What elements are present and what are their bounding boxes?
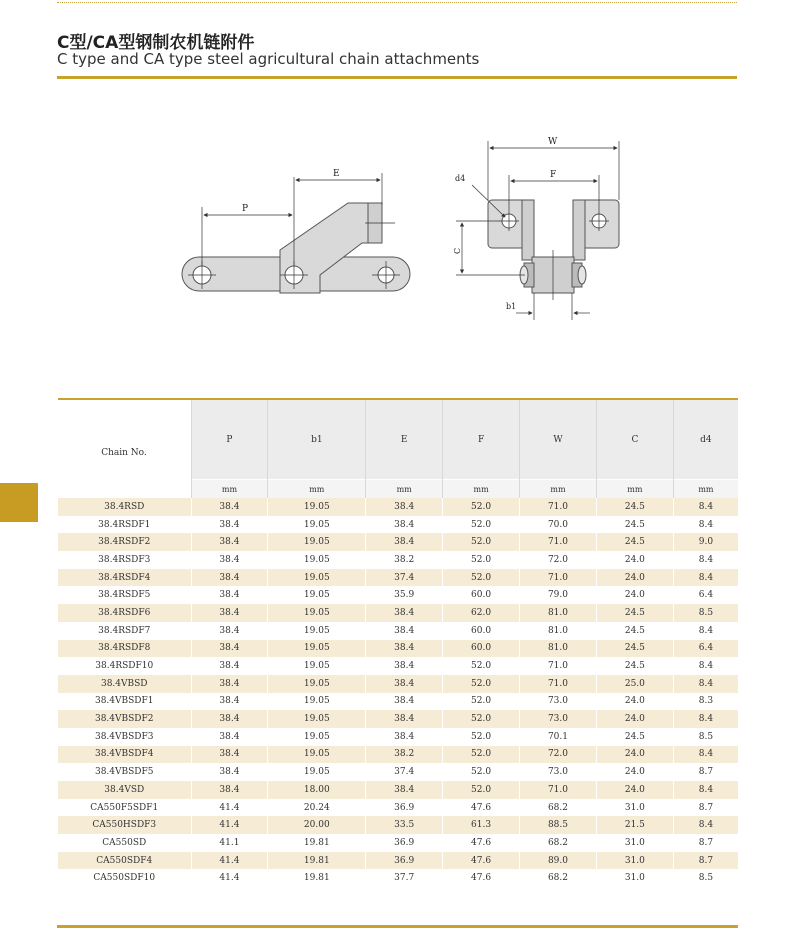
label-b1: b1 — [506, 302, 517, 311]
cell-chain-no: CA550SDF10 — [58, 869, 192, 887]
cell-b1: 19.05 — [268, 728, 366, 746]
label-w: W — [548, 137, 558, 147]
cell-f: 52.0 — [443, 710, 520, 728]
cell-p: 41.4 — [191, 869, 268, 887]
cell-d4: 6.4 — [673, 640, 738, 658]
unit-f: mm — [443, 480, 520, 499]
cell-chain-no: 38.4RSDF8 — [58, 640, 192, 658]
cell-p: 38.4 — [191, 728, 268, 746]
cell-b1: 19.05 — [268, 516, 366, 534]
table-row — [58, 516, 739, 534]
label-d4: d4 — [455, 174, 466, 183]
cell-w: 89.0 — [520, 852, 597, 870]
cell-w: 81.0 — [520, 622, 597, 640]
cell-w: 71.0 — [520, 498, 597, 516]
cell-w: 73.0 — [520, 710, 597, 728]
cell-c: 24.5 — [596, 498, 673, 516]
cell-e: 38.4 — [366, 622, 443, 640]
table-row — [58, 693, 739, 711]
table-row — [58, 604, 739, 622]
cell-b1: 20.00 — [268, 816, 366, 834]
cell-p: 41.4 — [191, 852, 268, 870]
cell-b1: 19.05 — [268, 657, 366, 675]
cell-e: 38.4 — [366, 498, 443, 516]
col-header-f: F — [443, 399, 520, 480]
cell-d4: 8.4 — [673, 710, 738, 728]
cell-f: 52.0 — [443, 533, 520, 551]
cell-b1: 19.05 — [268, 710, 366, 728]
table-row — [58, 710, 739, 728]
cell-c: 24.5 — [596, 516, 673, 534]
unit-p: mm — [191, 480, 268, 499]
cell-b1: 19.05 — [268, 569, 366, 587]
cell-e: 36.9 — [366, 852, 443, 870]
cell-chain-no: 38.4VBSDF4 — [58, 746, 192, 764]
cell-p: 38.4 — [191, 622, 268, 640]
cell-b1: 19.05 — [268, 746, 366, 764]
table-row — [58, 657, 739, 675]
cell-b1: 19.05 — [268, 498, 366, 516]
cell-f: 47.6 — [443, 869, 520, 887]
cell-b1: 20.24 — [268, 799, 366, 817]
cell-b1: 19.05 — [268, 640, 366, 658]
cell-d4: 8.4 — [673, 746, 738, 764]
cell-chain-no: 38.4RSDF5 — [58, 586, 192, 604]
cell-f: 52.0 — [443, 781, 520, 799]
cell-f: 52.0 — [443, 551, 520, 569]
cell-f: 60.0 — [443, 622, 520, 640]
cell-b1: 19.05 — [268, 533, 366, 551]
cell-w: 70.1 — [520, 728, 597, 746]
cell-d4: 8.7 — [673, 834, 738, 852]
cell-w: 88.5 — [520, 816, 597, 834]
cell-chain-no: 38.4RSDF10 — [58, 657, 192, 675]
cell-c: 24.0 — [596, 763, 673, 781]
cell-c: 24.5 — [596, 728, 673, 746]
cell-c: 31.0 — [596, 869, 673, 887]
cell-chain-no: 38.4RSD — [58, 498, 192, 516]
cell-w: 81.0 — [520, 640, 597, 658]
cell-f: 47.6 — [443, 852, 520, 870]
table-row — [58, 622, 739, 640]
cell-chain-no: 38.4RSDF2 — [58, 533, 192, 551]
cell-e: 38.4 — [366, 728, 443, 746]
cell-e: 38.2 — [366, 551, 443, 569]
cell-p: 38.4 — [191, 763, 268, 781]
table-unit-row — [58, 480, 739, 499]
table-row — [58, 728, 739, 746]
cell-d4: 8.4 — [673, 781, 738, 799]
cell-chain-no: 38.4VSD — [58, 781, 192, 799]
cell-p: 38.4 — [191, 586, 268, 604]
col-header-b1: b1 — [268, 399, 366, 480]
table-row — [58, 586, 739, 604]
cell-c: 31.0 — [596, 852, 673, 870]
cell-d4: 8.3 — [673, 693, 738, 711]
col-header-d4: d4 — [673, 399, 738, 480]
cell-f: 52.0 — [443, 693, 520, 711]
cell-f: 52.0 — [443, 728, 520, 746]
label-e: E — [333, 169, 340, 179]
cell-c: 25.0 — [596, 675, 673, 693]
cell-d4: 8.7 — [673, 799, 738, 817]
cell-d4: 8.4 — [673, 498, 738, 516]
cell-e: 37.4 — [366, 569, 443, 587]
cell-f: 52.0 — [443, 746, 520, 764]
cell-b1: 19.05 — [268, 763, 366, 781]
side-section-tab — [0, 483, 38, 522]
cell-w: 71.0 — [520, 675, 597, 693]
table-row — [58, 852, 739, 870]
cell-c: 24.0 — [596, 746, 673, 764]
cell-d4: 8.5 — [673, 604, 738, 622]
cell-chain-no: 38.4VBSDF1 — [58, 693, 192, 711]
cell-c: 24.5 — [596, 622, 673, 640]
col-header-e: E — [366, 399, 443, 480]
cell-chain-no: CA550F5SDF1 — [58, 799, 192, 817]
table-body — [58, 498, 739, 887]
cell-chain-no: 38.4RSDF7 — [58, 622, 192, 640]
cell-c: 24.0 — [596, 586, 673, 604]
cell-p: 38.4 — [191, 498, 268, 516]
cell-f: 60.0 — [443, 586, 520, 604]
unit-c: mm — [596, 480, 673, 499]
cell-w: 70.0 — [520, 516, 597, 534]
cell-e: 38.2 — [366, 746, 443, 764]
cell-w: 79.0 — [520, 586, 597, 604]
cell-p: 38.4 — [191, 604, 268, 622]
cell-c: 24.0 — [596, 569, 673, 587]
cell-b1: 19.05 — [268, 551, 366, 569]
table-row — [58, 781, 739, 799]
cell-w: 71.0 — [520, 533, 597, 551]
table-row — [58, 533, 739, 551]
cell-p: 41.4 — [191, 799, 268, 817]
title-underline — [57, 76, 737, 79]
label-f: F — [550, 170, 557, 180]
cell-p: 38.4 — [191, 710, 268, 728]
cell-f: 52.0 — [443, 516, 520, 534]
table-row — [58, 869, 739, 887]
cell-c: 24.0 — [596, 710, 673, 728]
cell-w: 72.0 — [520, 746, 597, 764]
chain-attachment-diagram — [180, 125, 630, 325]
cell-chain-no: 38.4VBSDF5 — [58, 763, 192, 781]
cell-w: 73.0 — [520, 763, 597, 781]
cell-c: 24.0 — [596, 551, 673, 569]
page-title-english: C type and CA type steel agricultural chain attachments — [57, 50, 480, 68]
cell-p: 38.4 — [191, 640, 268, 658]
cell-e: 33.5 — [366, 816, 443, 834]
cell-e: 38.4 — [366, 675, 443, 693]
bottom-rule — [57, 925, 738, 928]
cell-d4: 6.4 — [673, 586, 738, 604]
page-title-chinese: C型/CA型钢制农机链附件 — [57, 33, 255, 53]
unit-d4: mm — [673, 480, 738, 499]
cell-b1: 19.05 — [268, 586, 366, 604]
col-header-c: C — [596, 399, 673, 480]
cell-f: 52.0 — [443, 657, 520, 675]
cell-f: 52.0 — [443, 675, 520, 693]
cell-c: 24.0 — [596, 693, 673, 711]
cell-w: 81.0 — [520, 604, 597, 622]
cell-p: 41.1 — [191, 834, 268, 852]
cell-e: 36.9 — [366, 834, 443, 852]
cell-c: 24.5 — [596, 533, 673, 551]
table-row — [58, 640, 739, 658]
cell-chain-no: 38.4RSDF1 — [58, 516, 192, 534]
table-row — [58, 799, 739, 817]
label-p: P — [242, 204, 249, 214]
cell-w: 71.0 — [520, 569, 597, 587]
table-row — [58, 675, 739, 693]
top-dotted-rule — [57, 2, 737, 3]
cell-d4: 9.0 — [673, 533, 738, 551]
cell-e: 36.9 — [366, 799, 443, 817]
table-row — [58, 498, 739, 516]
unit-w: mm — [520, 480, 597, 499]
cell-chain-no: CA550SDF4 — [58, 852, 192, 870]
cell-p: 38.4 — [191, 569, 268, 587]
cell-c: 24.0 — [596, 781, 673, 799]
cell-d4: 8.5 — [673, 869, 738, 887]
cell-d4: 8.4 — [673, 657, 738, 675]
cell-p: 38.4 — [191, 693, 268, 711]
cell-d4: 8.4 — [673, 551, 738, 569]
cell-chain-no: 38.4VBSDF2 — [58, 710, 192, 728]
cell-w: 73.0 — [520, 693, 597, 711]
cell-w: 68.2 — [520, 869, 597, 887]
cell-d4: 8.4 — [673, 569, 738, 587]
cell-e: 37.7 — [366, 869, 443, 887]
cell-b1: 19.05 — [268, 604, 366, 622]
cell-p: 38.4 — [191, 516, 268, 534]
cell-chain-no: 38.4RSDF6 — [58, 604, 192, 622]
cell-c: 31.0 — [596, 799, 673, 817]
cell-e: 38.4 — [366, 640, 443, 658]
cell-f: 61.3 — [443, 816, 520, 834]
cell-w: 68.2 — [520, 799, 597, 817]
table-row — [58, 569, 739, 587]
cell-e: 38.4 — [366, 710, 443, 728]
cell-p: 38.4 — [191, 657, 268, 675]
cell-f: 52.0 — [443, 498, 520, 516]
cell-b1: 19.05 — [268, 675, 366, 693]
cell-f: 52.0 — [443, 763, 520, 781]
cell-c: 31.0 — [596, 834, 673, 852]
cell-p: 41.4 — [191, 816, 268, 834]
cell-e: 38.4 — [366, 657, 443, 675]
cell-d4: 8.7 — [673, 852, 738, 870]
cell-f: 47.6 — [443, 834, 520, 852]
cell-e: 37.4 — [366, 763, 443, 781]
cell-chain-no: CA550HSDF3 — [58, 816, 192, 834]
table-row — [58, 551, 739, 569]
cell-chain-no: 38.4RSDF3 — [58, 551, 192, 569]
cell-p: 38.4 — [191, 781, 268, 799]
table-row — [58, 763, 739, 781]
chain-no-header: Chain No. — [58, 399, 192, 480]
cell-b1: 19.81 — [268, 852, 366, 870]
cell-f: 62.0 — [443, 604, 520, 622]
unit-e: mm — [366, 480, 443, 499]
table-header-row — [58, 399, 739, 480]
cell-p: 38.4 — [191, 675, 268, 693]
cell-e: 35.9 — [366, 586, 443, 604]
cell-d4: 8.5 — [673, 728, 738, 746]
specification-table — [57, 398, 738, 887]
cell-e: 38.4 — [366, 516, 443, 534]
cell-w: 68.2 — [520, 834, 597, 852]
cell-b1: 19.81 — [268, 834, 366, 852]
table-row — [58, 746, 739, 764]
cell-f: 60.0 — [443, 640, 520, 658]
cell-e: 38.4 — [366, 533, 443, 551]
col-header-w: W — [520, 399, 597, 480]
cell-c: 24.5 — [596, 604, 673, 622]
table-row — [58, 834, 739, 852]
cell-d4: 8.4 — [673, 622, 738, 640]
cell-p: 38.4 — [191, 746, 268, 764]
cell-w: 71.0 — [520, 657, 597, 675]
cell-chain-no: 38.4VBSD — [58, 675, 192, 693]
cell-f: 52.0 — [443, 569, 520, 587]
cell-e: 38.4 — [366, 693, 443, 711]
cell-d4: 8.4 — [673, 675, 738, 693]
cell-w: 71.0 — [520, 781, 597, 799]
cell-b1: 19.81 — [268, 869, 366, 887]
unit-b1: mm — [268, 480, 366, 499]
chain-unit-blank — [58, 480, 192, 499]
cell-chain-no: 38.4RSDF4 — [58, 569, 192, 587]
col-header-p: P — [191, 399, 268, 480]
cell-b1: 18.00 — [268, 781, 366, 799]
label-c: C — [453, 247, 462, 254]
cell-p: 38.4 — [191, 551, 268, 569]
cell-d4: 8.7 — [673, 763, 738, 781]
cell-chain-no: 38.4VBSDF3 — [58, 728, 192, 746]
cell-w: 72.0 — [520, 551, 597, 569]
cell-c: 21.5 — [596, 816, 673, 834]
cell-d4: 8.4 — [673, 516, 738, 534]
table-row — [58, 816, 739, 834]
cell-b1: 19.05 — [268, 622, 366, 640]
cell-d4: 8.4 — [673, 816, 738, 834]
cell-chain-no: CA550SD — [58, 834, 192, 852]
cell-p: 38.4 — [191, 533, 268, 551]
cell-f: 47.6 — [443, 799, 520, 817]
cell-e: 38.4 — [366, 604, 443, 622]
cell-c: 24.5 — [596, 640, 673, 658]
cell-b1: 19.05 — [268, 693, 366, 711]
cell-c: 24.5 — [596, 657, 673, 675]
cell-e: 38.4 — [366, 781, 443, 799]
